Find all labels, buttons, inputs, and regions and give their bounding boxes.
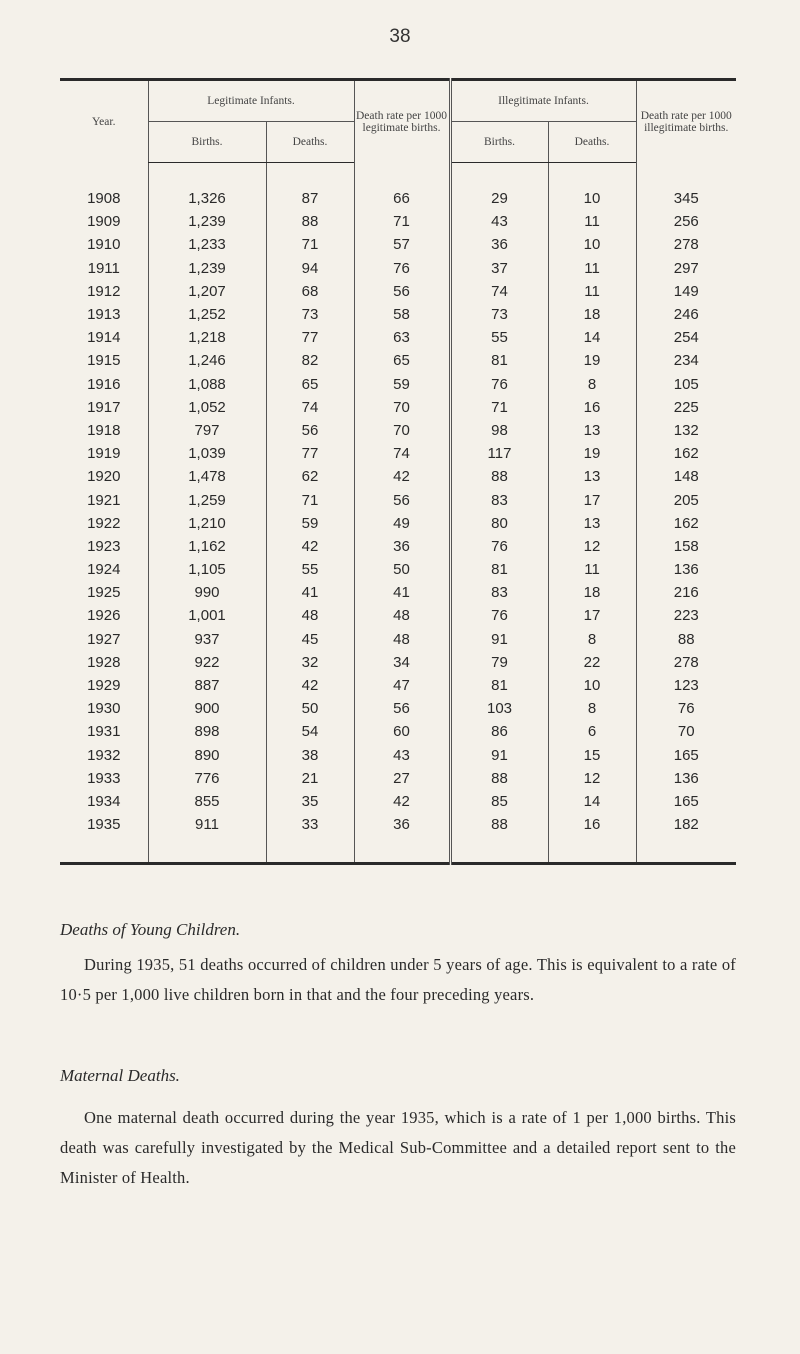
- cell-illegitimate-births: 37: [450, 257, 548, 280]
- cell-legitimate-rate: 56: [354, 280, 450, 303]
- cell-legitimate-rate: 48: [354, 628, 450, 651]
- cell-legitimate-births: 937: [148, 628, 266, 651]
- cell-illegitimate-rate: 278: [636, 233, 736, 256]
- cell-year: 1929: [87, 677, 121, 695]
- cell-legitimate-rate: 27: [354, 767, 450, 790]
- cell-legitimate-deaths: 87: [266, 187, 354, 210]
- cell-year: 1926: [87, 607, 121, 625]
- cell-illegitimate-rate: 158: [636, 535, 736, 558]
- header-legitimate-infants: Legitimate Infants.: [148, 80, 354, 122]
- cell-illegitimate-deaths: 16: [548, 396, 636, 419]
- cell-illegitimate-births: 29: [450, 187, 548, 210]
- cell-illegitimate-rate: 254: [636, 326, 736, 349]
- cell-year: 1927: [87, 630, 121, 648]
- page-number: 38: [389, 26, 411, 47]
- cell-illegitimate-rate: 162: [636, 442, 736, 465]
- cell-illegitimate-births: 117: [450, 442, 548, 465]
- cell-year: 1922: [87, 514, 121, 532]
- cell-legitimate-births: 1,246: [148, 349, 266, 372]
- cell-illegitimate-deaths: 8: [548, 373, 636, 396]
- cell-illegitimate-deaths: 13: [548, 465, 636, 488]
- table-row: [60, 512, 736, 535]
- cell-illegitimate-births: 85: [450, 790, 548, 813]
- cell-illegitimate-births: 81: [450, 674, 548, 697]
- cell-legitimate-rate: 70: [354, 419, 450, 442]
- cell-illegitimate-deaths: 13: [548, 419, 636, 442]
- cell-illegitimate-rate: 105: [636, 373, 736, 396]
- cell-year: 1928: [87, 653, 121, 671]
- cell-legitimate-deaths: 65: [266, 373, 354, 396]
- cell-illegitimate-rate: 136: [636, 767, 736, 790]
- cell-legitimate-deaths: 71: [266, 233, 354, 256]
- cell-illegitimate-births: 36: [450, 233, 548, 256]
- cell-illegitimate-deaths: 11: [548, 558, 636, 581]
- cell-legitimate-births: 1,252: [148, 303, 266, 326]
- cell-year: 1909: [87, 213, 121, 231]
- table-row: [60, 187, 736, 210]
- cell-legitimate-births: 1,105: [148, 558, 266, 581]
- cell-illegitimate-deaths: 14: [548, 326, 636, 349]
- cell-illegitimate-rate: 148: [636, 465, 736, 488]
- cell-illegitimate-deaths: 19: [548, 442, 636, 465]
- cell-illegitimate-deaths: 10: [548, 187, 636, 210]
- cell-illegitimate-rate: 256: [636, 210, 736, 233]
- header-legitimate-deaths: Deaths.: [266, 122, 354, 163]
- cell-legitimate-births: 1,233: [148, 233, 266, 256]
- cell-legitimate-births: 1,052: [148, 396, 266, 419]
- cell-illegitimate-births: 103: [450, 697, 548, 720]
- cell-legitimate-births: 1,259: [148, 488, 266, 511]
- cell-year: 1925: [87, 584, 121, 602]
- cell-legitimate-rate: 42: [354, 790, 450, 813]
- cell-legitimate-births: 1,218: [148, 326, 266, 349]
- cell-illegitimate-rate: 165: [636, 790, 736, 813]
- table-row: [60, 558, 736, 581]
- cell-legitimate-births: 1,239: [148, 210, 266, 233]
- cell-illegitimate-births: 55: [450, 326, 548, 349]
- table-row: [60, 373, 736, 396]
- cell-legitimate-deaths: 50: [266, 697, 354, 720]
- cell-legitimate-deaths: 74: [266, 396, 354, 419]
- cell-legitimate-deaths: 41: [266, 581, 354, 604]
- table-bottom-spacer: [60, 836, 736, 864]
- cell-legitimate-births: 1,207: [148, 280, 266, 303]
- cell-illegitimate-deaths: 16: [548, 813, 636, 836]
- cell-legitimate-births: 887: [148, 674, 266, 697]
- cell-legitimate-births: 855: [148, 790, 266, 813]
- table-row: [60, 744, 736, 767]
- cell-legitimate-deaths: 56: [266, 419, 354, 442]
- cell-legitimate-births: 1,001: [148, 604, 266, 627]
- cell-illegitimate-deaths: 12: [548, 767, 636, 790]
- table-row: [60, 257, 736, 280]
- cell-legitimate-deaths: 42: [266, 535, 354, 558]
- cell-illegitimate-births: 76: [450, 373, 548, 396]
- cell-legitimate-rate: 56: [354, 488, 450, 511]
- cell-legitimate-deaths: 88: [266, 210, 354, 233]
- cell-illegitimate-deaths: 8: [548, 697, 636, 720]
- table-row: [60, 303, 736, 326]
- cell-illegitimate-rate: 278: [636, 651, 736, 674]
- cell-legitimate-deaths: 21: [266, 767, 354, 790]
- table-row: [60, 442, 736, 465]
- cell-illegitimate-births: 71: [450, 396, 548, 419]
- cell-year: 1920: [87, 468, 121, 486]
- cell-legitimate-births: 797: [148, 419, 266, 442]
- cell-legitimate-births: 776: [148, 767, 266, 790]
- cell-illegitimate-deaths: 15: [548, 744, 636, 767]
- cell-year: 1916: [87, 375, 121, 393]
- table-row: [60, 767, 736, 790]
- cell-illegitimate-rate: 223: [636, 604, 736, 627]
- table-row: [60, 349, 736, 372]
- cell-legitimate-births: 1,039: [148, 442, 266, 465]
- cell-year: 1918: [87, 421, 121, 439]
- cell-illegitimate-births: 88: [450, 465, 548, 488]
- cell-illegitimate-deaths: 13: [548, 512, 636, 535]
- cell-legitimate-deaths: 62: [266, 465, 354, 488]
- cell-year: 1914: [87, 329, 121, 347]
- cell-year: 1919: [87, 445, 121, 463]
- header-illegitimate-deaths: Deaths.: [548, 122, 636, 163]
- cell-legitimate-rate: 59: [354, 373, 450, 396]
- table-row: [60, 326, 736, 349]
- cell-legitimate-births: 900: [148, 697, 266, 720]
- header-year: Year.: [60, 80, 148, 163]
- cell-illegitimate-rate: 132: [636, 419, 736, 442]
- cell-illegitimate-rate: 246: [636, 303, 736, 326]
- table-row: [60, 581, 736, 604]
- cell-legitimate-rate: 43: [354, 744, 450, 767]
- cell-illegitimate-rate: 297: [636, 257, 736, 280]
- cell-year: 1932: [87, 746, 121, 764]
- cell-legitimate-deaths: 59: [266, 512, 354, 535]
- cell-legitimate-births: 990: [148, 581, 266, 604]
- cell-illegitimate-deaths: 18: [548, 303, 636, 326]
- cell-legitimate-rate: 76: [354, 257, 450, 280]
- cell-illegitimate-rate: 225: [636, 396, 736, 419]
- cell-illegitimate-deaths: 14: [548, 790, 636, 813]
- table-row: [60, 674, 736, 697]
- header-legitimate-death-rate: Death rate per 1000 legitimate births.: [354, 80, 450, 163]
- cell-legitimate-deaths: 77: [266, 442, 354, 465]
- cell-year: 1935: [87, 816, 121, 834]
- table-row: [60, 720, 736, 743]
- cell-legitimate-deaths: 82: [266, 349, 354, 372]
- cell-legitimate-deaths: 35: [266, 790, 354, 813]
- cell-illegitimate-deaths: 12: [548, 535, 636, 558]
- table-body: [60, 163, 736, 864]
- cell-illegitimate-deaths: 11: [548, 280, 636, 303]
- cell-year: 1910: [87, 236, 121, 254]
- cell-legitimate-births: 1,088: [148, 373, 266, 396]
- cell-year: 1921: [87, 491, 121, 509]
- table-row: [60, 790, 736, 813]
- table-row: [60, 396, 736, 419]
- cell-legitimate-rate: 36: [354, 535, 450, 558]
- cell-illegitimate-rate: 149: [636, 280, 736, 303]
- infant-mortality-table: [60, 78, 736, 865]
- cell-legitimate-births: 911: [148, 813, 266, 836]
- cell-illegitimate-births: 79: [450, 651, 548, 674]
- cell-legitimate-births: 890: [148, 744, 266, 767]
- cell-year: 1923: [87, 537, 121, 555]
- table-row: [60, 651, 736, 674]
- cell-illegitimate-births: 73: [450, 303, 548, 326]
- cell-legitimate-deaths: 68: [266, 280, 354, 303]
- cell-year: 1934: [87, 792, 121, 810]
- cell-illegitimate-deaths: 11: [548, 210, 636, 233]
- cell-illegitimate-deaths: 19: [548, 349, 636, 372]
- cell-legitimate-deaths: 77: [266, 326, 354, 349]
- cell-legitimate-rate: 41: [354, 581, 450, 604]
- cell-illegitimate-rate: 165: [636, 744, 736, 767]
- cell-legitimate-rate: 74: [354, 442, 450, 465]
- cell-legitimate-rate: 57: [354, 233, 450, 256]
- cell-legitimate-deaths: 55: [266, 558, 354, 581]
- cell-year: 1913: [87, 306, 121, 324]
- cell-year: 1933: [87, 769, 121, 787]
- maternal-deaths-heading: Maternal Deaths.: [60, 1066, 180, 1085]
- cell-legitimate-rate: 66: [354, 187, 450, 210]
- header-illegitimate-births: Births.: [450, 122, 548, 163]
- cell-legitimate-rate: 63: [354, 326, 450, 349]
- table-row: [60, 233, 736, 256]
- table-row: [60, 535, 736, 558]
- cell-legitimate-deaths: 38: [266, 744, 354, 767]
- cell-illegitimate-deaths: 10: [548, 233, 636, 256]
- cell-year: 1912: [87, 282, 121, 300]
- cell-legitimate-rate: 34: [354, 651, 450, 674]
- cell-illegitimate-rate: 88: [636, 628, 736, 651]
- cell-legitimate-deaths: 32: [266, 651, 354, 674]
- cell-illegitimate-deaths: 11: [548, 257, 636, 280]
- cell-illegitimate-births: 76: [450, 604, 548, 627]
- cell-illegitimate-rate: 76: [636, 697, 736, 720]
- cell-illegitimate-births: 83: [450, 581, 548, 604]
- cell-legitimate-rate: 58: [354, 303, 450, 326]
- cell-legitimate-deaths: 42: [266, 674, 354, 697]
- maternal-deaths-paragraph: One maternal death occurred during the year 1935, which is a rate of 1 per 1,000 births. This death was carefully investigated by the Medical Sub-Committee and a detailed report sent to the Minister of Health.: [60, 1108, 736, 1187]
- cell-legitimate-deaths: 71: [266, 488, 354, 511]
- table-row: [60, 419, 736, 442]
- cell-legitimate-deaths: 45: [266, 628, 354, 651]
- cell-illegitimate-births: 91: [450, 628, 548, 651]
- cell-legitimate-births: 922: [148, 651, 266, 674]
- cell-illegitimate-births: 91: [450, 744, 548, 767]
- cell-illegitimate-deaths: 18: [548, 581, 636, 604]
- table-row: [60, 628, 736, 651]
- cell-year: 1908: [87, 190, 121, 208]
- cell-legitimate-rate: 36: [354, 813, 450, 836]
- header-legitimate-births: Births.: [148, 122, 266, 163]
- cell-legitimate-rate: 50: [354, 558, 450, 581]
- cell-illegitimate-rate: 182: [636, 813, 736, 836]
- table-row: [60, 604, 736, 627]
- cell-legitimate-births: 1,478: [148, 465, 266, 488]
- cell-illegitimate-rate: 234: [636, 349, 736, 372]
- cell-legitimate-births: 898: [148, 720, 266, 743]
- cell-illegitimate-births: 80: [450, 512, 548, 535]
- cell-year: 1911: [87, 259, 120, 277]
- cell-illegitimate-deaths: 10: [548, 674, 636, 697]
- young-children-paragraph: During 1935, 51 deaths occurred of children under 5 years of age. This is equivalent to a rate of 10·5 per 1,000 live children born in that and the four preceding years.: [60, 955, 736, 1004]
- cell-year: 1915: [87, 352, 121, 370]
- cell-legitimate-deaths: 94: [266, 257, 354, 280]
- cell-illegitimate-births: 86: [450, 720, 548, 743]
- cell-legitimate-births: 1,239: [148, 257, 266, 280]
- header-illegitimate-infants: Illegitimate Infants.: [450, 80, 636, 122]
- cell-legitimate-deaths: 73: [266, 303, 354, 326]
- cell-illegitimate-births: 74: [450, 280, 548, 303]
- cell-illegitimate-births: 88: [450, 813, 548, 836]
- cell-year: 1930: [87, 700, 121, 718]
- cell-legitimate-rate: 47: [354, 674, 450, 697]
- header-illegitimate-death-rate: Death rate per 1000 illegitimate births.: [636, 80, 736, 163]
- cell-legitimate-deaths: 33: [266, 813, 354, 836]
- cell-legitimate-births: 1,162: [148, 535, 266, 558]
- cell-illegitimate-births: 43: [450, 210, 548, 233]
- cell-illegitimate-births: 76: [450, 535, 548, 558]
- cell-illegitimate-births: 98: [450, 419, 548, 442]
- cell-illegitimate-deaths: 6: [548, 720, 636, 743]
- cell-legitimate-births: 1,210: [148, 512, 266, 535]
- cell-illegitimate-rate: 123: [636, 674, 736, 697]
- cell-illegitimate-deaths: 22: [548, 651, 636, 674]
- cell-legitimate-rate: 42: [354, 465, 450, 488]
- cell-legitimate-rate: 60: [354, 720, 450, 743]
- table-row: [60, 280, 736, 303]
- cell-legitimate-rate: 49: [354, 512, 450, 535]
- cell-year: 1924: [87, 561, 121, 579]
- table-row: [60, 210, 736, 233]
- cell-legitimate-deaths: 48: [266, 604, 354, 627]
- cell-illegitimate-rate: 345: [636, 187, 736, 210]
- cell-legitimate-rate: 70: [354, 396, 450, 419]
- cell-legitimate-deaths: 54: [266, 720, 354, 743]
- table-row: [60, 697, 736, 720]
- young-children-heading: Deaths of Young Children.: [60, 920, 241, 939]
- cell-legitimate-rate: 48: [354, 604, 450, 627]
- cell-year: 1917: [87, 398, 121, 416]
- table-row: [60, 813, 736, 836]
- cell-illegitimate-rate: 205: [636, 488, 736, 511]
- cell-illegitimate-rate: 136: [636, 558, 736, 581]
- cell-legitimate-rate: 65: [354, 349, 450, 372]
- cell-illegitimate-births: 81: [450, 349, 548, 372]
- cell-illegitimate-rate: 70: [636, 720, 736, 743]
- cell-illegitimate-deaths: 17: [548, 604, 636, 627]
- table-row: [60, 488, 736, 511]
- cell-illegitimate-deaths: 8: [548, 628, 636, 651]
- cell-illegitimate-births: 83: [450, 488, 548, 511]
- cell-illegitimate-births: 88: [450, 767, 548, 790]
- cell-illegitimate-rate: 216: [636, 581, 736, 604]
- cell-legitimate-rate: 56: [354, 697, 450, 720]
- table-top-spacer: [60, 163, 736, 188]
- cell-year: 1931: [87, 723, 121, 741]
- cell-legitimate-births: 1,326: [148, 187, 266, 210]
- cell-illegitimate-deaths: 17: [548, 488, 636, 511]
- cell-legitimate-rate: 71: [354, 210, 450, 233]
- cell-illegitimate-rate: 162: [636, 512, 736, 535]
- cell-illegitimate-births: 81: [450, 558, 548, 581]
- table-row: [60, 465, 736, 488]
